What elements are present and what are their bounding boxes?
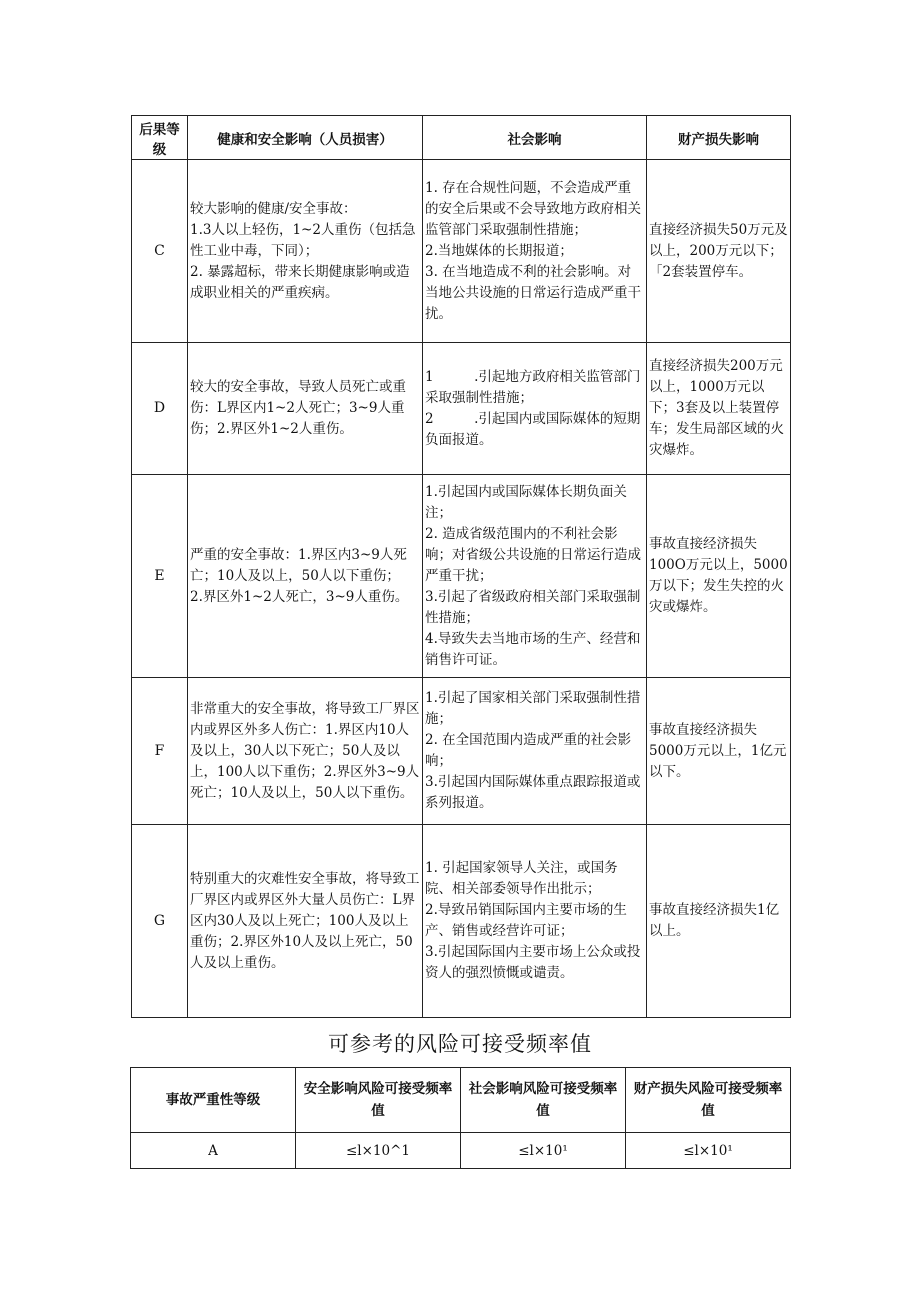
consequence-level-table — [131, 115, 791, 1018]
level-cell: C — [132, 160, 188, 343]
property-frequency-cell: ≤l×10¹ — [626, 1133, 791, 1169]
table-row — [132, 475, 791, 678]
property-loss-cell: 事故直接经济损失1亿以上。 — [647, 825, 791, 1018]
level-cell: G — [132, 825, 188, 1018]
level-cell: F — [132, 678, 188, 825]
social-impact-cell: 1 .引起地方政府相关监管部门采取强制性措施； 2 .引起国内或国际媒体的短期负面报道。 — [423, 343, 647, 475]
health-safety-cell: 非常重大的安全事故，将导致工厂界区内或界区外多人伤亡：1.界区内10人及以上，30人以下死亡；50人及以上，100人以下重伤；2.界区外3~9人死亡；10人及以上，50人以下重伤。 — [188, 678, 423, 825]
header-property: 财产损失影响 — [647, 116, 791, 160]
level-cell: D — [132, 343, 188, 475]
health-safety-cell: 较大影响的健康/安全事故： 1.3人以上轻伤，1~2人重伤（包括急性工业中毒，下同）； 2. 暴露超标，带来长期健康影响或造成职业相关的严重疾病。 — [188, 160, 423, 343]
severity-level-cell: A — [131, 1133, 296, 1169]
acceptable-frequency-table — [130, 1067, 791, 1169]
header-level: 后果等级 — [132, 116, 188, 160]
table-header-row — [132, 116, 791, 160]
social-impact-cell: 1. 引起国家领导人关注，或国务院、相关部委领导作出批示； 2.导致吊销国际国内主要市场的生产、销售或经营许可证； 3.引起国际国内主要市场上公众或投资人的强烈愤慨或谴责。 — [423, 825, 647, 1018]
header-property-frequency: 财产损失风险可接受频率值 — [626, 1068, 791, 1133]
level-cell: E — [132, 475, 188, 678]
header-safety-frequency: 安全影响风险可接受频率值 — [296, 1068, 461, 1133]
social-frequency-cell: ≤l×10¹ — [461, 1133, 626, 1169]
frequency-table-title: 可参考的风险可接受频率值 — [328, 1032, 592, 1056]
table-row — [132, 678, 791, 825]
social-impact-cell: 1.引起了国家相关部门采取强制性措施； 2. 在全国范围内造成严重的社会影响； 3.引起国内国际媒体重点跟踪报道或系列报道。 — [423, 678, 647, 825]
health-safety-cell: 较大的安全事故，导致人员死亡或重伤：L界区内1~2人死亡；3~9人重伤；2.界区外1~2人重伤。 — [188, 343, 423, 475]
property-loss-cell: 事故直接经济损失100O万元以上，5000万以下；发生失控的火灾或爆炸。 — [647, 475, 791, 678]
social-impact-cell: 1.引起国内或国际媒体长期负面关注； 2. 造成省级范围内的不利社会影响；对省级公共设施的日常运行造成严重干扰； 3.引起了省级政府相关部门采取强制性措施； 4.导致失去当地市场的生产、经营和销售许可证。 — [423, 475, 647, 678]
header-health-safety: 健康和安全影响（人员损害） — [188, 116, 423, 160]
property-loss-cell: 直接经济损失50万元及以上，200万元以下；「2套装置停车。 — [647, 160, 791, 343]
property-loss-cell: 直接经济损失200万元以上，1000万元以下；3套及以上装置停车；发生局部区域的火灾爆炸。 — [647, 343, 791, 475]
header-severity-level: 事故严重性等级 — [131, 1068, 296, 1133]
table-row — [132, 343, 791, 475]
table-row — [132, 825, 791, 1018]
health-safety-cell: 严重的安全事故：1.界区内3~9人死亡；10人及以上，50人以下重伤； 2.界区外1~2人死亡，3~9人重伤。 — [188, 475, 423, 678]
safety-frequency-cell: ≤l×10^1 — [296, 1133, 461, 1169]
header-social: 社会影响 — [423, 116, 647, 160]
header-social-frequency: 社会影响风险可接受频率值 — [461, 1068, 626, 1133]
property-loss-cell: 事故直接经济损失5000万元以上，1亿元以下。 — [647, 678, 791, 825]
table-header-row — [131, 1068, 791, 1133]
table-row — [132, 160, 791, 343]
table-row — [131, 1133, 791, 1169]
health-safety-cell: 特别重大的灾难性安全事故，将导致工厂界区内或界区外大量人员伤亡：L界区内30人及以上死亡；100人及以上重伤；2.界区外10人及以上死亡，50人及以上重伤。 — [188, 825, 423, 1018]
social-impact-cell: 1. 存在合规性问题，不会造成严重的安全后果或不会导致地方政府相关监管部门采取强制性措施； 2.当地媒体的长期报道； 3. 在当地造成不利的社会影响。对当地公共设施的日常运行造成严重干扰。 — [423, 160, 647, 343]
